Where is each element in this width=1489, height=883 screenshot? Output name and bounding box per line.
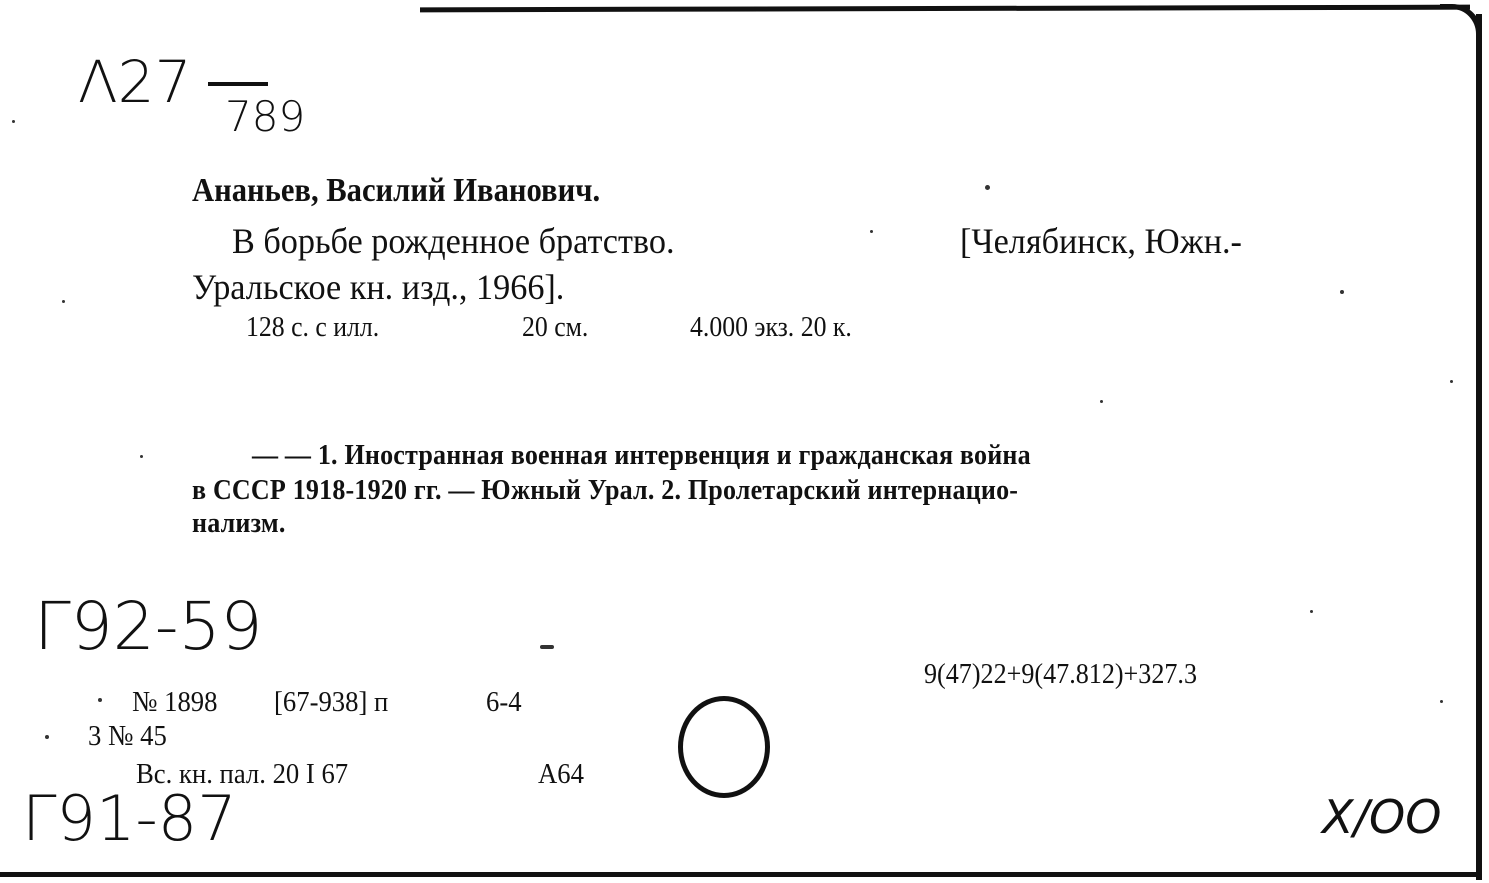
handwritten-code-1: Г92-59: [34, 588, 263, 665]
imprint-line1: [Челябинск, Южн.-: [960, 221, 1242, 261]
speck: [540, 645, 554, 649]
speck: [62, 300, 65, 303]
physical-size: 20 см.: [522, 312, 589, 343]
tech-chamber: Вс. кн. пал. 20 I 67: [136, 758, 349, 790]
shelfmark-fraction: 789: [225, 92, 306, 141]
tech-number: № 1898: [132, 686, 218, 718]
classification-index: 9(47)22+9(47.812)+327.3: [924, 658, 1198, 690]
speck: [1100, 400, 1103, 403]
punch-hole: [678, 696, 770, 798]
card-bottom-edge: [0, 872, 1482, 877]
tech-order: [67-938] п: [274, 686, 389, 718]
tech-code: А64: [538, 758, 584, 790]
tech-line2: 3 № 45: [88, 720, 167, 752]
speck: [985, 185, 990, 190]
physical-pages: 128 с. с илл.: [246, 312, 380, 343]
speck: [1340, 290, 1344, 294]
speck: [45, 735, 49, 739]
author-heading: Ананьев, Василий Иванович.: [192, 172, 601, 209]
speck: [140, 455, 143, 458]
card-right-edge: [1476, 14, 1482, 880]
physical-copies-price: 4.000 экз. 20 к.: [690, 312, 852, 343]
title-line: В борьбе рожденное братство.: [232, 221, 675, 261]
card-top-edge: [420, 5, 1470, 13]
speck: [12, 120, 15, 123]
shelfmark-main: Λ27: [78, 48, 192, 116]
imprint-line2: Уральское кн. изд., 1966].: [192, 267, 565, 307]
tech-sheets: 6-4: [486, 686, 522, 718]
speck: [1440, 700, 1443, 703]
subjects-line1: — — 1. Иностранная военная интервенция и гражданская война: [252, 440, 1031, 471]
speck: [98, 698, 102, 702]
speck: [1450, 380, 1453, 383]
shelfmark-fraction-bar: [208, 82, 268, 86]
speck: [1310, 610, 1313, 613]
speck: [870, 230, 873, 233]
handwritten-mark: Х/ОО: [1322, 790, 1442, 844]
subjects-line2: в СССР 1918-1920 гг. — Южный Урал. 2. Пролетарский интернацио-: [192, 475, 1019, 506]
subjects-line3: нализм.: [192, 508, 286, 539]
handwritten-code-2: Г91-87: [22, 782, 237, 855]
